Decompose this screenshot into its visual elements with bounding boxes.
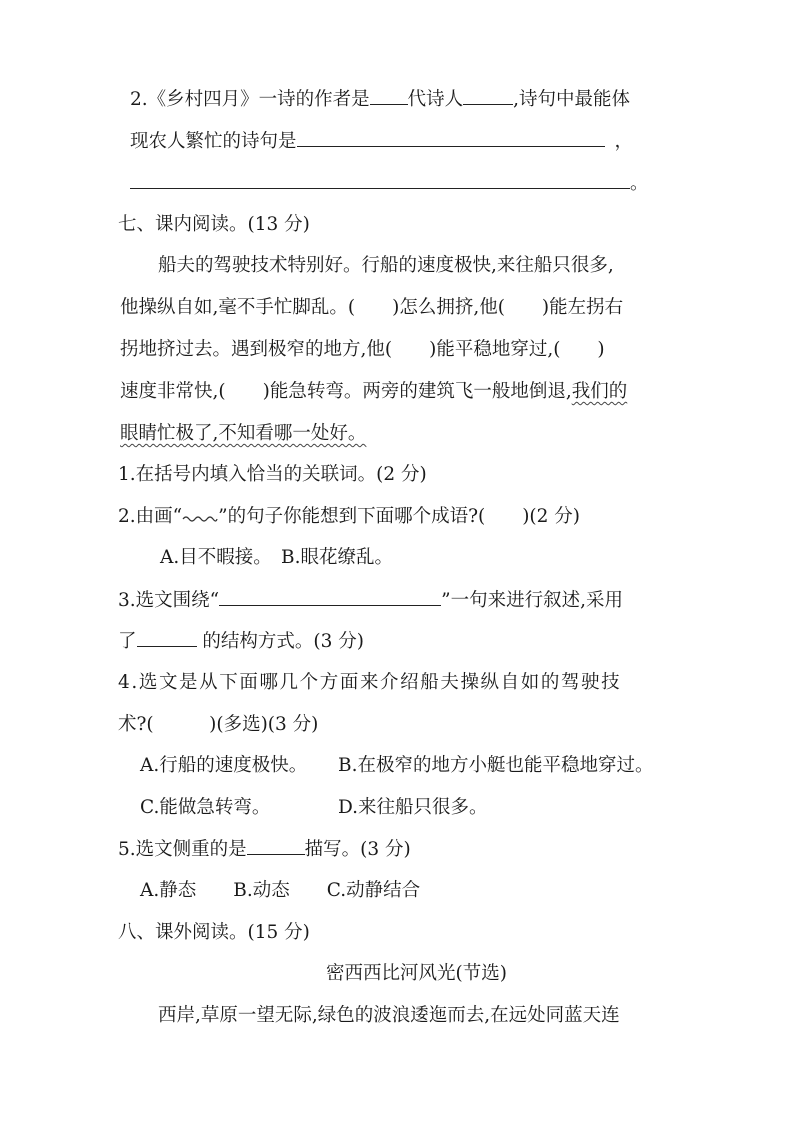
question-4-option-b: B.在极窄的地方小艇也能平稳地穿过。 [338, 755, 654, 776]
section8-title: 八、课外阅读。(15 分) [118, 922, 310, 943]
q6-2-text-b: 代诗人 [407, 89, 464, 110]
question-4-option-a: A.行船的速度极快。 [140, 755, 308, 776]
q6-2-line1 [130, 86, 630, 112]
q6-2-text-d: 现农人繁忙的诗句是 [130, 131, 297, 152]
q6-2-text-c: ,诗句中最能体 [513, 89, 631, 110]
q5-text-a: 5.选文侧重的是 [118, 839, 247, 860]
question-4: 4.选文是从下面哪几个方面来介绍船夫操纵自如的驾驶技 [118, 672, 622, 693]
answer-blank[interactable] [137, 628, 197, 647]
q6-2-text-a: 2.《乡村四月》一诗的作者是 [130, 89, 370, 110]
answer-blank[interactable] [219, 587, 441, 606]
question-2-options: A.目不暇接。 B.眼花缭乱。 [160, 547, 393, 568]
question-5 [118, 836, 411, 862]
question-1: 1.在括号内填入恰当的关联词。(2 分) [118, 464, 427, 485]
q2-text-a: 2.由画“ [118, 506, 183, 527]
q3-text-b: ”一句来进行叙述,采用 [441, 590, 623, 611]
passage-line: 拐地挤过去。遇到极窄的地方,他( )能平稳地穿过,( ) [120, 339, 605, 360]
wavy-underlined-text: 眼睛忙极了,不知看哪一处好。 [120, 423, 367, 444]
q3-text-d: 的结构方式。(3 分) [196, 631, 364, 652]
section7-title: 七、课内阅读。(13 分) [118, 214, 310, 235]
passage-line [120, 379, 627, 405]
q2-text-b: ”的句子你能想到下面哪个成语?( )(2 分) [218, 506, 581, 527]
answer-blank[interactable] [247, 836, 305, 855]
answer-blank[interactable] [130, 170, 630, 189]
wavy-line-icon [182, 514, 218, 524]
passage-line: 船夫的驾驶技术特别好。行船的速度极快,来往船只很多, [158, 255, 614, 276]
passage-line: 西岸,草原一望无际,绿色的波浪逶迤而去,在远处同蓝天连 [158, 1005, 620, 1026]
answer-blank[interactable] [370, 86, 408, 105]
passage-title: 密西西比河风光(节选) [326, 963, 507, 984]
passage-line: 他操纵自如,毫不手忙脚乱。( )怎么拥挤,他( )能左拐右 [120, 297, 624, 318]
question-4-cont: 术?( )(多选)(3 分) [118, 714, 319, 735]
wavy-underlined-text: 我们的 [571, 381, 628, 402]
question-2 [118, 504, 580, 530]
question-3-cont [118, 628, 364, 654]
q6-2-text-e: ， [614, 131, 634, 152]
q3-text-c: 了 [118, 631, 137, 652]
q6-2-line3 [130, 170, 649, 196]
answer-blank[interactable] [463, 86, 513, 105]
q3-text-a: 3.选文围绕“ [118, 590, 220, 611]
passage-text: 速度非常快,( )能急转弯。两旁的建筑飞一般地倒退, [120, 381, 572, 402]
question-4-option-d: D.来往船只很多。 [338, 797, 488, 818]
answer-blank[interactable] [297, 128, 605, 147]
question-4-option-c: C.能做急转弯。 [140, 797, 271, 818]
question-5-options: A.静态 B.动态 C.动静结合 [140, 880, 421, 901]
question-3 [118, 587, 623, 613]
q6-2-text-f: 。 [630, 173, 649, 194]
passage-line [120, 421, 366, 447]
q6-2-line2 [130, 128, 633, 154]
q5-text-b: 描写。(3 分) [304, 839, 411, 860]
